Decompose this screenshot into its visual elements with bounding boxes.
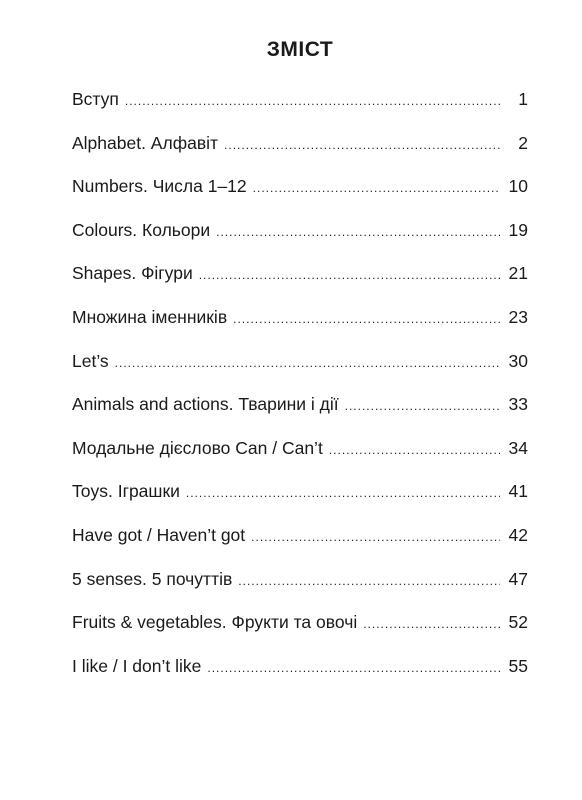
toc-entry-label: Have got / Haven’t got	[72, 524, 246, 545]
dot-leader	[199, 268, 500, 282]
toc-entry-label: I like / I don’t like	[72, 655, 202, 676]
toc-entry-page-number: 52	[508, 612, 528, 633]
dot-leader	[233, 312, 500, 326]
toc-entry	[72, 133, 528, 177]
dot-leader	[216, 225, 500, 239]
toc-entry-label: Модальне дієслово Can / Can’t	[72, 437, 323, 458]
toc-entry	[72, 394, 528, 438]
toc-entry-label: Множина іменників	[72, 306, 228, 327]
toc-entry-label: Numbers. Числа 1–12	[72, 176, 247, 197]
toc-entry	[72, 220, 528, 264]
dot-leader	[224, 138, 500, 152]
toc-entry	[72, 176, 528, 220]
toc-entry-page-number: 34	[508, 437, 528, 458]
toc-entry-page-number: 21	[508, 263, 528, 284]
toc-entry-page-number: 23	[508, 306, 528, 327]
toc-entry-label: 5 senses. 5 почуттів	[72, 568, 233, 589]
toc-entry-label: Shapes. Фігури	[72, 263, 193, 284]
toc-entry-label: Toys. Іграшки	[72, 481, 180, 502]
toc-entry-page-number: 19	[508, 219, 528, 240]
table-of-contents	[72, 89, 528, 699]
toc-entry	[72, 525, 528, 569]
toc-entry-label: Alphabet. Алфавіт	[72, 132, 219, 153]
toc-entry	[72, 307, 528, 351]
toc-entry-label: Вступ	[72, 89, 119, 109]
dot-leader	[125, 94, 500, 108]
dot-leader	[238, 574, 500, 588]
toc-entry-page-number: 2	[518, 132, 528, 153]
toc-entry-label: Fruits & vegetables. Фрукти та овочі	[72, 612, 358, 633]
toc-entry-page-number: 1	[518, 89, 528, 109]
toc-entry-page-number: 47	[508, 568, 528, 589]
toc-entry-page-number: 30	[508, 350, 528, 371]
toc-entry	[72, 263, 528, 307]
dot-leader	[253, 181, 500, 195]
page-title: ЗМІСТ	[266, 38, 334, 61]
dot-leader	[363, 617, 500, 631]
toc-entry	[72, 89, 528, 133]
toc-entry	[72, 612, 528, 656]
dot-leader	[345, 399, 500, 413]
toc-entry	[72, 569, 528, 613]
dot-leader	[115, 356, 500, 370]
dot-leader	[207, 661, 500, 675]
toc-entry-page-number: 10	[508, 176, 528, 197]
dot-leader	[251, 530, 500, 544]
toc-entry-page-number: 42	[508, 524, 528, 545]
toc-entry-page-number: 33	[508, 394, 528, 415]
toc-entry	[72, 481, 528, 525]
dot-leader	[329, 443, 500, 457]
toc-entry-label: Animals and actions. Тварини і дії	[72, 394, 339, 415]
toc-entry	[72, 438, 528, 482]
toc-entry-page-number: 41	[508, 481, 528, 502]
toc-entry	[72, 351, 528, 395]
toc-entry	[72, 656, 528, 700]
toc-entry-label: Colours. Кольори	[72, 219, 211, 240]
dot-leader	[186, 486, 500, 500]
toc-entry-page-number: 55	[508, 655, 528, 676]
toc-entry-label: Let’s	[72, 350, 109, 371]
